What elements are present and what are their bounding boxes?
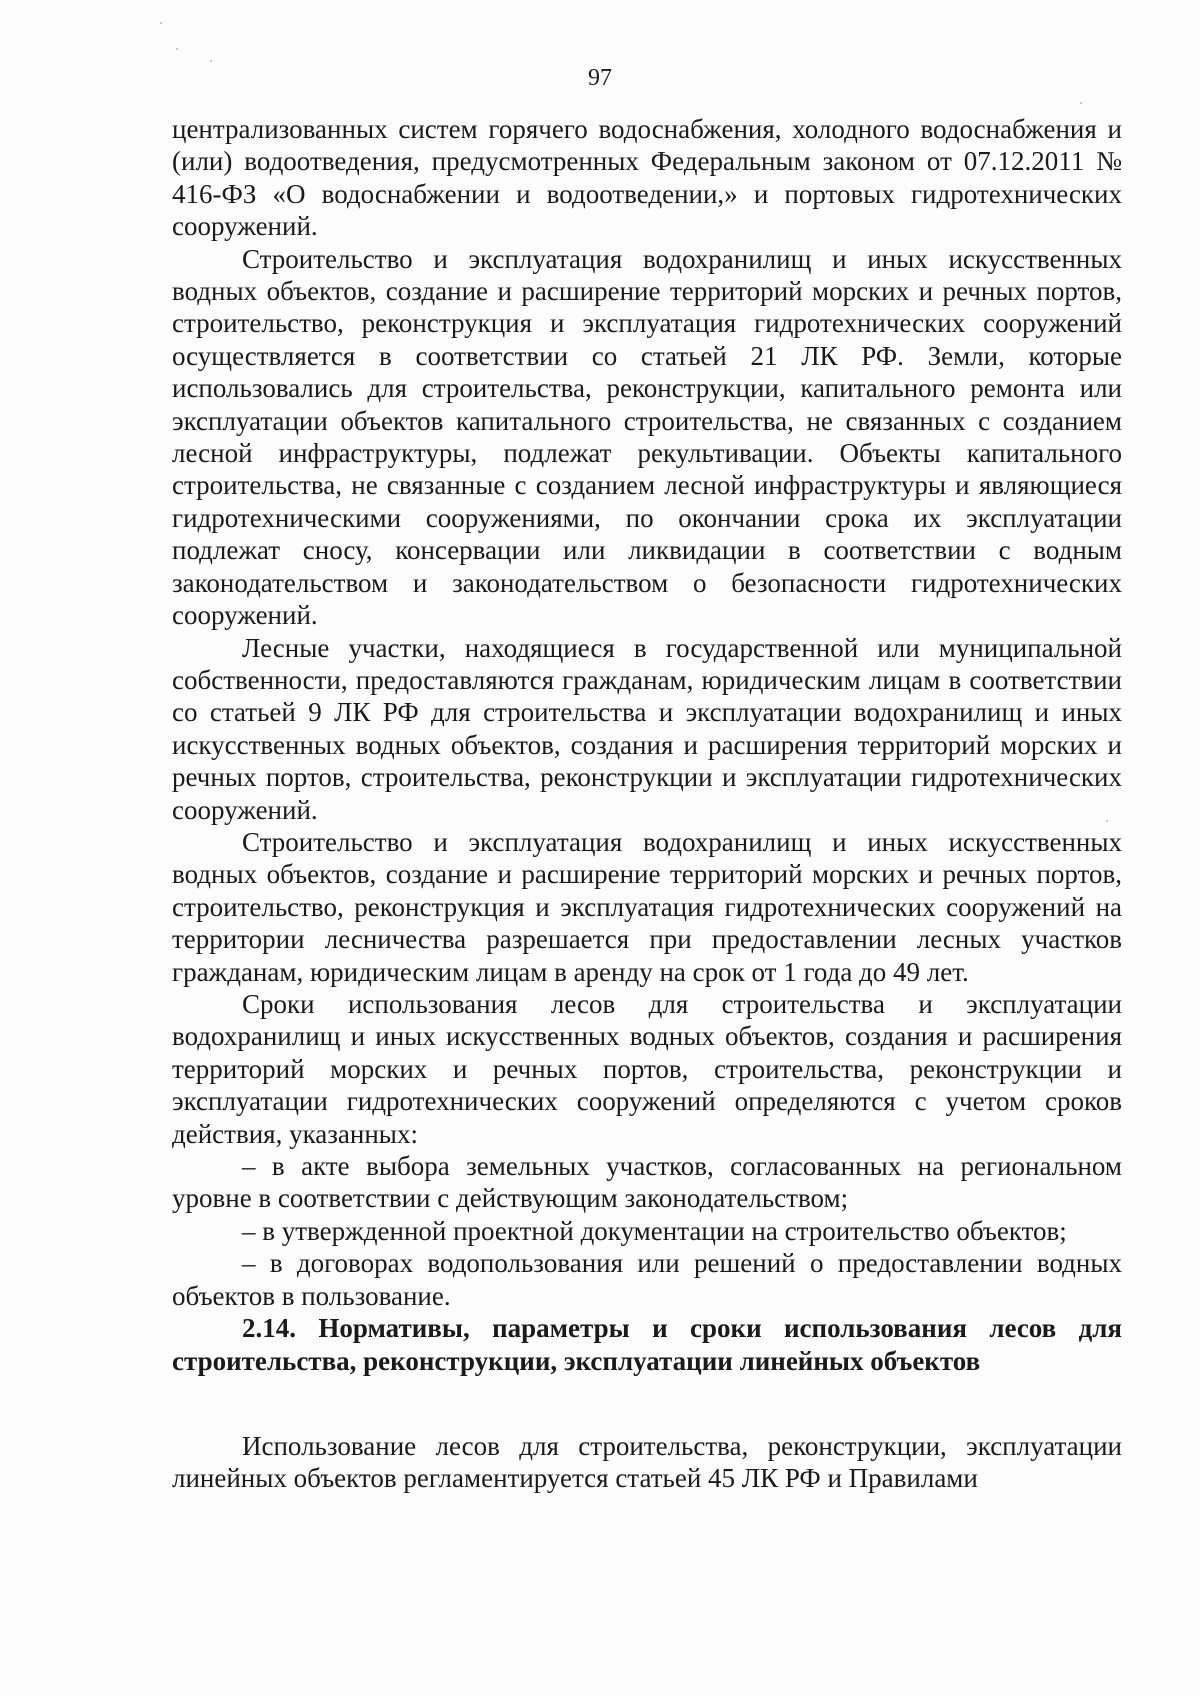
paragraph-linear-objects: Использование лесов для строительства, реконструкции, эксплуатации линейных объектов регламентируется статьей 45 ЛК РФ и Правилами: [172, 1431, 1122, 1494]
paragraph-continuation: централизованных систем горячего водоснабжения, холодного водоснабжения и (или) водоотведения, предусмотренных Федеральным законом от 07.12.2011 № 416-ФЗ «О водоснабжении и водоотведении,» и портовых гидротехнических сооружений.: [172, 114, 1122, 242]
list-item: – в договорах водопользования или решений о предоставлении водных объектов в пользование.: [172, 1248, 1122, 1311]
paragraph-forest-plots: Лесные участки, находящиеся в государственной или муниципальной собственности, предоставляются гражданам, юридическим лицам в соответствии со статьей 9 ЛК РФ для строительства и эксплуатации водохранилищ и иных искусственных водных объектов, создания и расширения территорий морских и речных портов, строительства, реконструкции и эксплуатации гидротехнических сооружений.: [172, 632, 1122, 825]
paragraph-construction-reservoirs: Строительство и эксплуатация водохранилищ и иных искусственных водных объектов, создание и расширение территорий морских и речных портов, строительство, реконструкция и эксплуатация гидротехнических сооружений осуществляется в соответствии со статьей 21 ЛК РФ. Земли, которые использовались для строительства, реконструкции, капитального ремонта или эксплуатации объектов капитального строительства, не связанных с созданием лесной инфраструктуры, подлежат рекультивации. Объекты капитального строительства, не связанные с созданием лесной инфраструктуры и являющиеся гидротехническими сооружениями, по окончании срока их эксплуатации подлежат сносу, консервации или ликвидации в соответствии с водным законодательством и законодательством о безопасности гидротехнических сооружений.: [172, 243, 1122, 631]
list-item: – в утвержденной проектной документации на строительство объектов;: [242, 1215, 1067, 1246]
section-heading: 2.14. Нормативы, параметры и сроки использования лесов для строительства, реконструкции, эксплуатации линейных объектов: [172, 1313, 1122, 1377]
paragraph-lease-terms: Строительство и эксплуатация водохранилищ и иных искусственных водных объектов, создание и расширение территорий морских и речных портов, строительство, реконструкция и эксплуатация гидротехнических сооружений на территории лесничества разрешается при предоставлении лесных участков гражданам, юридическим лицам в аренду на срок от 1 года до 49 лет.: [172, 826, 1122, 987]
document-body: [172, 113, 1122, 1495]
page-number: 97: [588, 65, 612, 91]
paragraph-usage-terms: Сроки использования лесов для строительства и эксплуатации водохранилищ и иных искусственных водных объектов, создания и расширения территорий морских и речных портов, строительства, реконструкции и эксплуатации гидротехнических сооружений определяются с учетом сроков действия, указанных:: [172, 988, 1122, 1149]
scan-artifact: [1080, 102, 1082, 104]
scan-artifact: [210, 60, 212, 62]
scan-artifact: [160, 22, 162, 24]
list-item: – в акте выбора земельных участков, согласованных на региональном уровне в соответствии с действующим законодательством;: [172, 1151, 1122, 1214]
scan-artifact: [176, 48, 178, 50]
